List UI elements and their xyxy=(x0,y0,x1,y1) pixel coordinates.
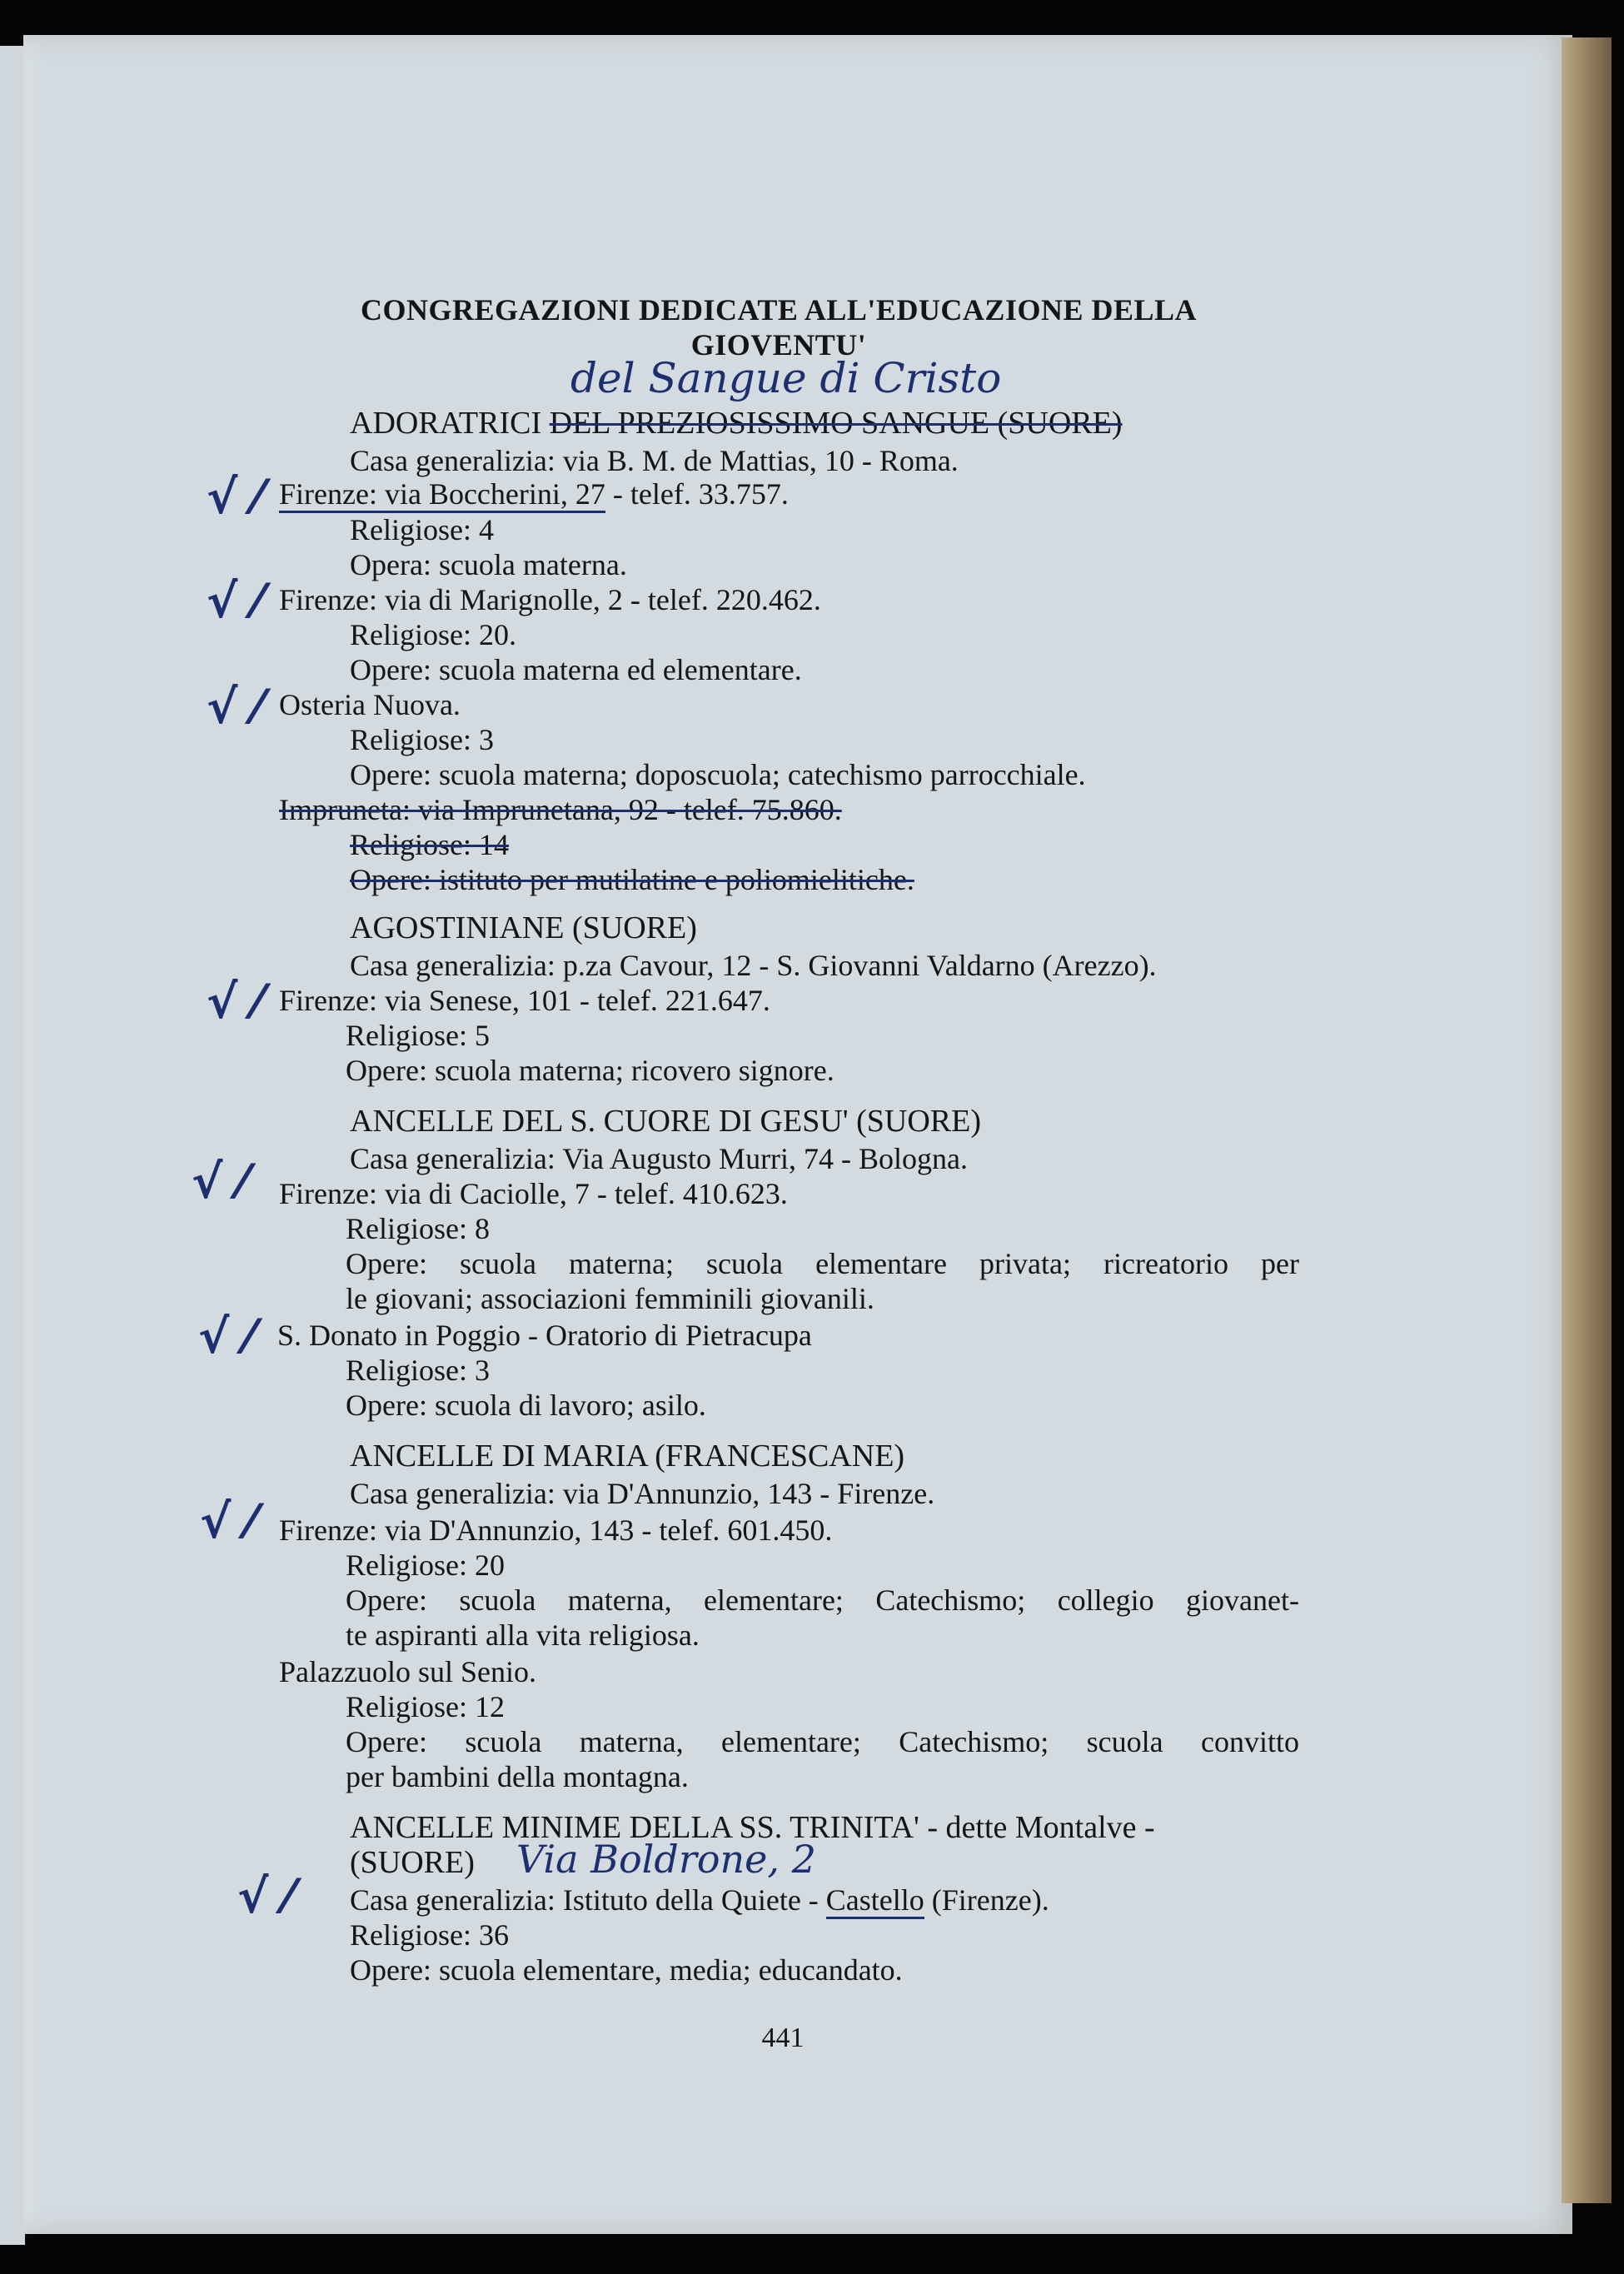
location-firenze-caciolle: Firenze: via di Caciolle, 7 - telef. 410.623. xyxy=(279,1177,788,1210)
page-number: 441 xyxy=(761,2022,805,2053)
checkmark-icon: √ ⁄ xyxy=(207,681,262,735)
heading-line-2: GIOVENTU' xyxy=(690,328,867,362)
opere-text: Opere: scuola materna, elementare; Catechismo; scuola convitto xyxy=(346,1725,1299,1758)
religiose-count: Religiose: 3 xyxy=(346,1354,490,1387)
left-page-edge xyxy=(0,46,25,2245)
checkmark-icon: √ ⁄ xyxy=(192,1155,247,1209)
religiose-count-struck xyxy=(350,827,509,862)
checkmark-icon: √ ⁄ xyxy=(207,975,262,1030)
religiose-count: Religiose: 8 xyxy=(346,1212,490,1245)
location-palazzuolo-sul-senio: Palazzuolo sul Senio. xyxy=(279,1655,536,1688)
location-osteria-nuova: Osteria Nuova. xyxy=(279,688,461,721)
casa-generalizia-ancelle-cuore: Casa generalizia: Via Augusto Murri, 74 - Bologna. xyxy=(350,1142,969,1175)
right-page-edges xyxy=(1562,37,1612,2203)
religiose-count: Religiose: 20. xyxy=(350,618,516,651)
section-title-ancelle-minime: ANCELLE MINIME DELLA SS. TRINITA' - dette Montalve - xyxy=(350,1810,1155,1845)
casa-prefix: Casa generalizia: Istituto della Quiete - xyxy=(350,1883,826,1917)
religiose-count: Religiose: 3 xyxy=(350,723,494,756)
handwritten-sangue-di-cristo: del Sangue di Cristo xyxy=(570,354,1002,402)
section-title-agostiniane: AGOSTINIANE (SUORE) xyxy=(350,910,697,945)
opere-text-continued: le giovani; associazioni femminili giovanili. xyxy=(346,1282,874,1315)
checkmark-icon: √ ⁄ xyxy=(207,471,262,525)
telephone: - telef. 33.757. xyxy=(605,477,789,511)
handwritten-via-boldrone: Via Boldrone, 2 xyxy=(516,1837,816,1882)
checkmark-icon: √ ⁄ xyxy=(237,1870,293,1924)
casa-generalizia-agostiniane: Casa generalizia: p.za Cavour, 12 - S. Giovanni Valdarno (Arezzo). xyxy=(350,949,1157,982)
location-s-donato-in-poggio: S. Donato in Poggio - Oratorio di Pietracupa xyxy=(277,1319,812,1352)
location-firenze-marignolle: Firenze: via di Marignolle, 2 - telef. 220.462. xyxy=(279,583,821,616)
religiose-count: Religiose: 5 xyxy=(346,1019,490,1052)
underlined-address: Firenze: via Boccherini, 27 xyxy=(279,477,605,513)
opere-text: Opere: scuola di lavoro; asilo. xyxy=(346,1389,706,1422)
opere-struck: Opere: istituto per mutilatine e poliomielitiche. xyxy=(350,863,914,896)
opere-text: Opere: scuola materna; scuola elementare privata; ricreatorio per xyxy=(346,1247,1299,1280)
religiose-count: Religiose: 36 xyxy=(350,1918,509,1952)
section-title-ancelle-cuore: ANCELLE DEL S. CUORE DI GESU' (SUORE) xyxy=(350,1104,982,1139)
opere-text-continued: per bambini della montagna. xyxy=(346,1760,689,1793)
location-firenze-boccherini xyxy=(279,476,789,511)
religiose-count: Religiose: 20 xyxy=(346,1548,505,1582)
section-title-adoratrici xyxy=(350,406,1123,441)
section-title-ancelle-maria: ANCELLE DI MARIA (FRANCESCANE) xyxy=(350,1439,905,1474)
underlined-castello: Castello xyxy=(826,1883,924,1919)
opere-text: Opere: scuola elementare, media; educandato. xyxy=(350,1953,903,1987)
location-firenze-senese: Firenze: via Senese, 101 - telef. 221.647. xyxy=(279,984,770,1017)
religiose-count: Religiose: 12 xyxy=(346,1690,505,1723)
location-impruneta-struck: Impruneta: via Imprunetana, 92 - telef. 75.860. xyxy=(279,793,842,826)
location-firenze-dannunzio: Firenze: via D'Annunzio, 143 - telef. 601.450. xyxy=(279,1514,833,1547)
struck-religiose: Religiose: 14 xyxy=(350,828,509,861)
opere-text: Opere: scuola materna ed elementare. xyxy=(350,653,802,686)
struck-title: DEL PREZIOSISSIMO SANGUE (SUORE) xyxy=(549,406,1123,441)
opere-text-continued: te aspiranti alla vita religiosa. xyxy=(346,1618,700,1652)
casa-generalizia-ancelle-maria: Casa generalizia: via D'Annunzio, 143 - Firenze. xyxy=(350,1477,935,1510)
opere-text: Opere: scuola materna; doposcuola; catechismo parrocchiale. xyxy=(350,758,1086,791)
heading-line-1: CONGREGAZIONI DEDICATE ALL'EDUCAZIONE DELLA xyxy=(360,293,1197,327)
opera-text: Opera: scuola materna. xyxy=(350,548,627,581)
casa-generalizia-ancelle-minime xyxy=(350,1883,1049,1917)
checkmark-icon: √ ⁄ xyxy=(207,575,262,629)
casa-suffix: (Firenze). xyxy=(924,1883,1049,1917)
checkmark-icon: √ ⁄ xyxy=(200,1495,256,1549)
casa-generalizia-adoratrici: Casa generalizia: via B. M. de Mattias, 10 - Roma. xyxy=(350,444,959,477)
checkmark-icon: √ ⁄ xyxy=(198,1310,254,1364)
opere-text: Opere: scuola materna; ricovero signore. xyxy=(346,1054,834,1087)
section-title-suore: (SUORE) xyxy=(350,1845,475,1880)
opere-text: Opere: scuola materna, elementare; Catechismo; collegio giovanet- xyxy=(346,1583,1299,1617)
religiose-count: Religiose: 4 xyxy=(350,513,494,546)
title-prefix: ADORATRICI xyxy=(350,406,550,441)
